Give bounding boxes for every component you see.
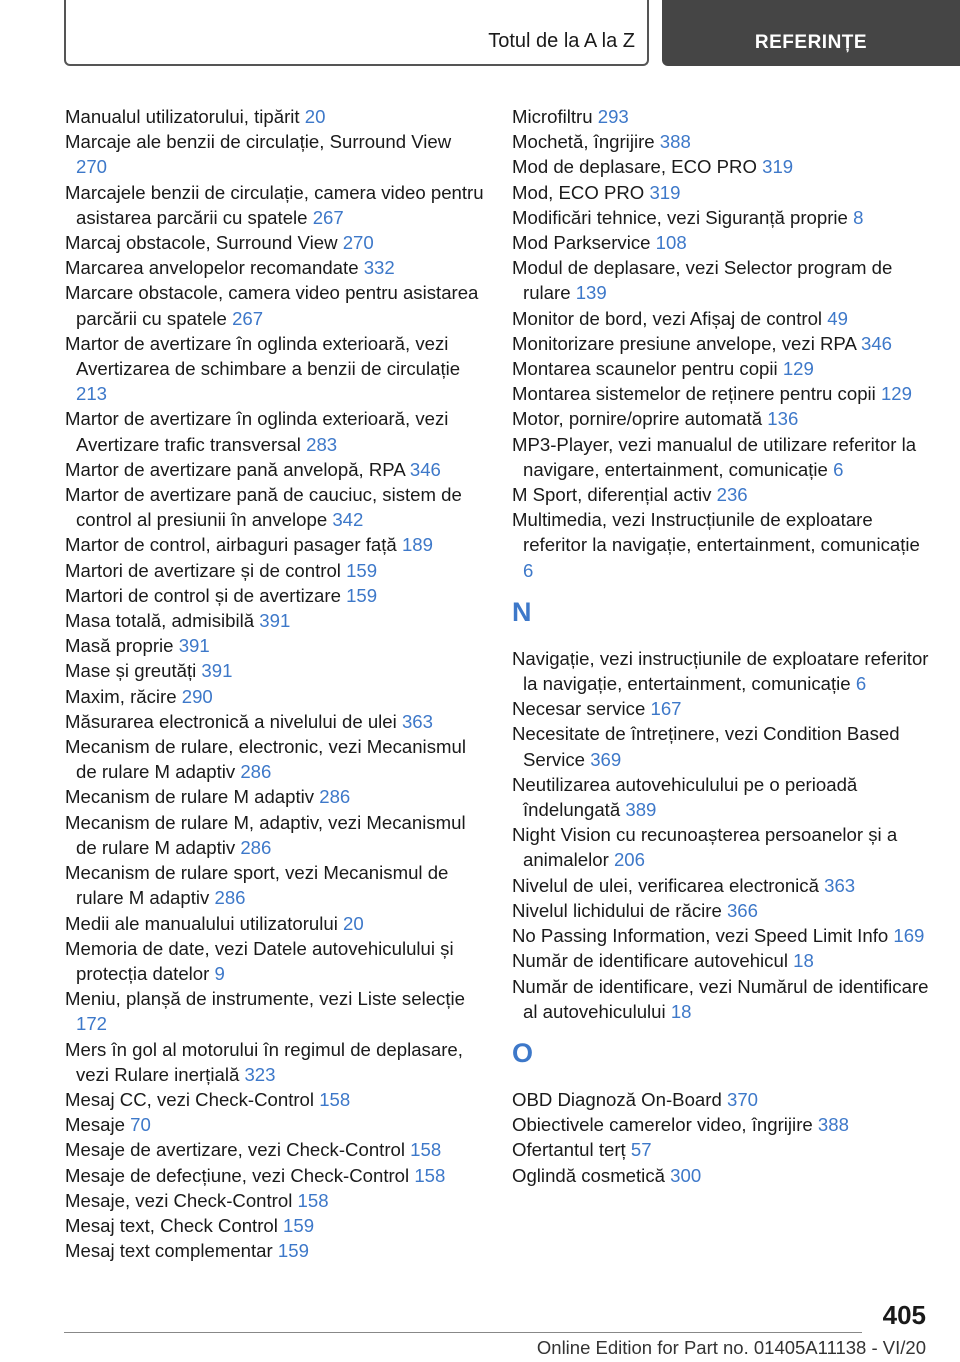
index-entry-text: Martor de avertizare în oglinda exterioară, vezi Avertizare trafic transversal [65, 408, 449, 455]
index-entry [65, 810, 485, 860]
page-number: 405 [882, 1300, 926, 1330]
index-entry-text: Marcaje ale benzii de circulație, Surround View [65, 131, 452, 153]
page-reference-link[interactable]: 391 [259, 610, 291, 632]
index-entry-text: Marcarea anvelopelor recomandate [65, 257, 359, 279]
page-reference-link[interactable]: 363 [401, 710, 433, 732]
index-entry-text: Număr de identificare, vezi Numărul de identificare al autovehiculului [512, 975, 929, 1022]
index-entry [65, 457, 485, 482]
page-reference-link[interactable]: 270 [76, 156, 108, 178]
index-entry-text: Marcajele benzii de circulație, camera video pentru asistarea parcării cu spatele [65, 181, 484, 228]
index-entry [65, 331, 485, 407]
page-reference-link[interactable]: 49 [827, 307, 848, 329]
index-entry [512, 255, 932, 305]
page-reference-link[interactable]: 286 [240, 836, 272, 858]
index-entry-text: Modificări tehnice, vezi Siguranță proprie [512, 206, 848, 228]
page-reference-link[interactable]: 6 [855, 673, 867, 695]
page-reference-link[interactable]: 286 [214, 887, 246, 909]
index-entry-text: Număr de identificare autovehicul [512, 950, 788, 972]
index-entry [65, 986, 485, 1036]
index-entry-text: Mesaje de avertizare, vezi Check-Control [65, 1139, 405, 1161]
index-entry [65, 104, 485, 129]
index-entry [512, 923, 932, 948]
index-entry [65, 608, 485, 633]
index-entry [65, 1213, 485, 1238]
page-reference-link[interactable]: 332 [363, 257, 395, 279]
page-reference-link[interactable]: 346 [409, 458, 441, 480]
index-letter-o: O [512, 1037, 534, 1068]
index-entry [65, 658, 485, 683]
index-entry-text: Marcaj obstacole, Surround View [65, 232, 338, 254]
index-entry-text: Mod, ECO PRO [512, 181, 645, 203]
page-reference-link[interactable]: 391 [178, 635, 210, 657]
index-entry-text: Martori de avertizare și de control [65, 559, 341, 581]
index-entry [65, 784, 485, 809]
index-entry-text: Obiectivele camerelor video, îngrijire [512, 1114, 813, 1136]
index-entry [512, 873, 932, 898]
index-entry [65, 709, 485, 734]
index-entry [512, 646, 932, 696]
index-entry-text: Mecanism de rulare sport, vezi Mecanismul de rulare M adaptiv [65, 862, 449, 909]
index-entry [512, 129, 932, 154]
index-entry-text: OBD Diagnoză On-Board [512, 1088, 722, 1110]
index-entry-text: Martor de control, airbaguri pasager față [65, 534, 397, 556]
page-reference-link[interactable]: 388 [659, 131, 691, 153]
page-reference-link[interactable]: 136 [767, 408, 799, 430]
index-entry [512, 154, 932, 179]
page-reference-link[interactable]: 300 [670, 1164, 702, 1186]
index-entry [65, 1137, 485, 1162]
index-entry-text: No Passing Information, vezi Speed Limit Info [512, 925, 889, 947]
index-entry [65, 684, 485, 709]
page-reference-link[interactable]: 391 [201, 660, 233, 682]
index-column-right [512, 104, 932, 1188]
page-reference-link[interactable]: 206 [613, 849, 645, 871]
index-entry [512, 356, 932, 381]
index-entry-text: Mesaje [65, 1114, 125, 1136]
page-reference-link[interactable]: 286 [240, 761, 272, 783]
page-reference-link[interactable]: 6 [833, 458, 844, 480]
page-reference-link[interactable]: 108 [655, 232, 687, 254]
index-entry [512, 180, 932, 205]
index-entry [65, 860, 485, 910]
index-entry-text: Microfiltru [512, 106, 593, 127]
index-entry [65, 583, 485, 608]
index-entry-text: Night Vision cu recunoașterea persoanelor și a animalelor [512, 824, 898, 871]
index-entry [512, 306, 932, 331]
index-entry [512, 822, 932, 872]
index-entry [65, 1163, 485, 1188]
page-reference-link[interactable]: 363 [824, 874, 856, 896]
index-entry [512, 381, 932, 406]
index-entry-text: Memoria de date, vezi Datele autovehiculului și protecția datelor [65, 937, 454, 984]
page-reference-link[interactable]: 129 [782, 358, 814, 380]
index-entry [65, 1037, 485, 1087]
page-reference-link[interactable]: 366 [726, 899, 758, 921]
footer-divider [64, 1332, 862, 1333]
index-entry-text: Monitor de bord, vezi Afișaj de control [512, 307, 823, 329]
index-entry-text: Masa totală, admisibilă [65, 610, 255, 632]
page-reference-link[interactable]: 319 [649, 181, 681, 203]
header-section-title: Totul de la A la Z [488, 30, 635, 52]
page-reference-link[interactable]: 20 [343, 912, 364, 934]
index-entry [512, 721, 932, 771]
page-reference-link[interactable]: 159 [277, 1240, 309, 1262]
index-entry-text: Navigație, vezi instrucțiunile de exploatare referitor la navigație, entertainment, comunicație [512, 647, 929, 695]
index-entry [512, 104, 932, 129]
index-entry-text: Motor, pornire/oprire automată [512, 408, 763, 430]
index-entry-text: Manualul utilizatorului, tipărit [65, 106, 300, 127]
index-entry-text: Mod Parkservice [512, 232, 651, 254]
page-reference-link[interactable]: 9 [214, 962, 225, 984]
index-entry [65, 255, 485, 280]
index-entry-text: Mod de deplasare, ECO PRO [512, 156, 757, 178]
index-entry [512, 507, 932, 583]
index-entry [65, 1112, 485, 1137]
page-reference-link[interactable]: 290 [181, 685, 213, 707]
page-reference-link[interactable]: 169 [893, 925, 925, 947]
page-reference-link[interactable]: 389 [625, 799, 657, 821]
index-entry-text: M Sport, diferențial activ [512, 484, 712, 506]
index-entry-text: Masă proprie [65, 635, 174, 657]
index-entry [512, 482, 932, 507]
index-entry-text: Modul de deplasare, vezi Selector program de rulare [512, 257, 893, 304]
page-reference-link[interactable]: 6 [523, 559, 534, 581]
index-entry-text: Multimedia, vezi Instrucțiunile de exploatare referitor la navigație, entertainment, comunicație [512, 509, 920, 556]
index-entry-text: Nivelul de ulei, verificarea electronică [512, 874, 819, 896]
index-entry-text: Mesaje de defecțiune, vezi Check-Control [65, 1164, 410, 1186]
index-entry-text: Necesar service [512, 698, 646, 720]
index-entry [512, 898, 932, 923]
index-entry [512, 696, 932, 721]
index-entry-text: Mesaje, vezi Check-Control [65, 1189, 293, 1211]
index-entry [65, 280, 485, 330]
page-reference-link[interactable]: 342 [332, 509, 364, 531]
index-entry-text: Necesitate de întreținere, vezi Condition Based Service [512, 723, 900, 770]
page-reference-link[interactable]: 158 [297, 1189, 329, 1211]
index-entry-text: Mochetă, îngrijire [512, 131, 655, 153]
page-reference-link[interactable]: 189 [401, 534, 433, 556]
index-entry [65, 936, 485, 986]
page-reference-link[interactable]: 8 [853, 206, 864, 228]
page-reference-link[interactable]: 18 [793, 950, 814, 972]
page-reference-link[interactable]: 159 [346, 559, 378, 581]
index-entry-text: Mecanism de rulare, electronic, vezi Mecanismul de rulare M adaptiv [65, 736, 466, 783]
index-column-left [65, 104, 485, 1263]
index-entry [65, 129, 485, 179]
index-entry [512, 974, 932, 1024]
index-entry [65, 230, 485, 255]
page-reference-link[interactable]: 20 [304, 106, 326, 127]
index-entry [512, 948, 932, 973]
index-entry [512, 432, 932, 482]
page-reference-link[interactable]: 267 [232, 307, 264, 329]
index-entry [512, 1087, 932, 1112]
page-reference-link[interactable]: 158 [414, 1164, 446, 1186]
index-entry [65, 1188, 485, 1213]
index-entry [512, 1112, 932, 1137]
index-entry-text: Meniu, planșă de instrumente, vezi Liste selecție [65, 988, 465, 1010]
page-reference-link[interactable]: 323 [244, 1063, 276, 1085]
index-entry [65, 482, 485, 532]
header-tab-referinte[interactable]: REFERINȚE [662, 0, 960, 66]
page-reference-link[interactable]: 270 [342, 232, 374, 254]
page-reference-link[interactable]: 129 [880, 383, 912, 405]
page-reference-link[interactable]: 158 [319, 1088, 351, 1110]
index-entry-text: Ofertantul terț [512, 1139, 626, 1161]
header-frame [64, 0, 649, 66]
page-reference-link[interactable]: 388 [817, 1114, 849, 1136]
index-entry-text: MP3-Player, vezi manualul de utilizare referitor la navigare, entertainment, comunicație [512, 433, 917, 480]
page-reference-link[interactable]: 159 [283, 1214, 315, 1236]
index-entry [65, 633, 485, 658]
page-reference-link[interactable]: 158 [410, 1139, 442, 1161]
page-reference-link[interactable]: 236 [716, 484, 748, 506]
index-entry [512, 205, 932, 230]
index-entry-text: Măsurarea electronică a nivelului de ulei [65, 710, 397, 732]
index-entry [65, 558, 485, 583]
index-entry [512, 1137, 932, 1162]
page-reference-link[interactable]: 370 [726, 1088, 759, 1110]
page-reference-link[interactable]: 293 [597, 106, 629, 127]
index-entry-text: Martor de avertizare în oglinda exterioară, vezi Avertizarea de schimbare a benzii de circulație [65, 332, 461, 380]
index-entry-text: Martori de control și de avertizare [65, 584, 341, 606]
index-letter-n: N [512, 596, 532, 627]
page-reference-link[interactable]: 283 [306, 433, 338, 455]
page-reference-link[interactable]: 159 [346, 584, 378, 606]
index-entry-text: Mesaj text, Check Control [65, 1214, 278, 1236]
index-entry-text: Neutilizarea autovehiculului pe o perioadă îndelungată [512, 773, 858, 821]
page-reference-link[interactable]: 139 [575, 282, 607, 304]
index-entry-text: Maxim, răcire [65, 685, 177, 707]
index-entry [512, 772, 932, 822]
index-entry [65, 406, 485, 456]
index-entry-text: Mase și greutăți [65, 660, 197, 682]
index-entry [512, 331, 932, 356]
page-reference-link[interactable]: 70 [130, 1114, 151, 1136]
page-reference-link[interactable]: 57 [630, 1139, 652, 1161]
page-reference-link[interactable]: 319 [762, 156, 794, 178]
index-entry-text: Montarea sistemelor de reținere pentru copii [512, 383, 876, 405]
index-entry-text: Monitorizare presiune anvelope, vezi RPA [512, 332, 856, 354]
index-entry-text: Martor de avertizare pană de cauciuc, sistem de control al presiunii în anvelope [65, 484, 462, 531]
page-reference-link[interactable]: 18 [670, 1000, 692, 1022]
index-entry [512, 406, 932, 431]
page-reference-link[interactable]: 267 [312, 206, 344, 228]
index-entry-text: Nivelul lichidului de răcire [512, 899, 722, 921]
page-reference-link[interactable]: 369 [590, 748, 622, 770]
page-reference-link[interactable]: 172 [76, 1013, 108, 1035]
index-entry-text: Oglindă cosmetică [512, 1164, 665, 1186]
index-entry [65, 911, 485, 936]
page-reference-link[interactable]: 346 [861, 332, 893, 354]
index-entry [512, 230, 932, 255]
index-entry-text: Marcare obstacole, camera video pentru asistarea parcării cu spatele [65, 282, 479, 329]
index-entry [65, 1087, 485, 1112]
page-reference-link[interactable]: 167 [650, 698, 682, 720]
index-entry [65, 532, 485, 557]
page-reference-link[interactable]: 286 [319, 786, 351, 808]
index-entry [512, 1163, 932, 1188]
index-entry [65, 1238, 485, 1263]
footer-edition: Online Edition for Part no. 01405A11138 - VI/20 [536, 1337, 926, 1358]
index-entry-text: Mesaj CC, vezi Check-Control [65, 1088, 315, 1110]
page-reference-link[interactable]: 213 [76, 383, 108, 405]
index-entry [65, 734, 485, 784]
index-entry-text: Mers în gol al motorului în regimul de deplasare, vezi Rulare inerțială [65, 1038, 463, 1085]
index-entry-text: Medii ale manualului utilizatorului [65, 912, 338, 934]
index-entry [65, 180, 485, 230]
index-entry-text: Mecanism de rulare M adaptiv [65, 786, 315, 808]
index-entry-text: Martor de avertizare pană anvelopă, RPA [65, 458, 405, 480]
index-entry-text: Montarea scaunelor pentru copii [512, 358, 778, 380]
index-entry-text: Mecanism de rulare M, adaptiv, vezi Mecanismul de rulare M adaptiv [65, 811, 466, 858]
index-entry-text: Mesaj text complementar [65, 1240, 273, 1262]
